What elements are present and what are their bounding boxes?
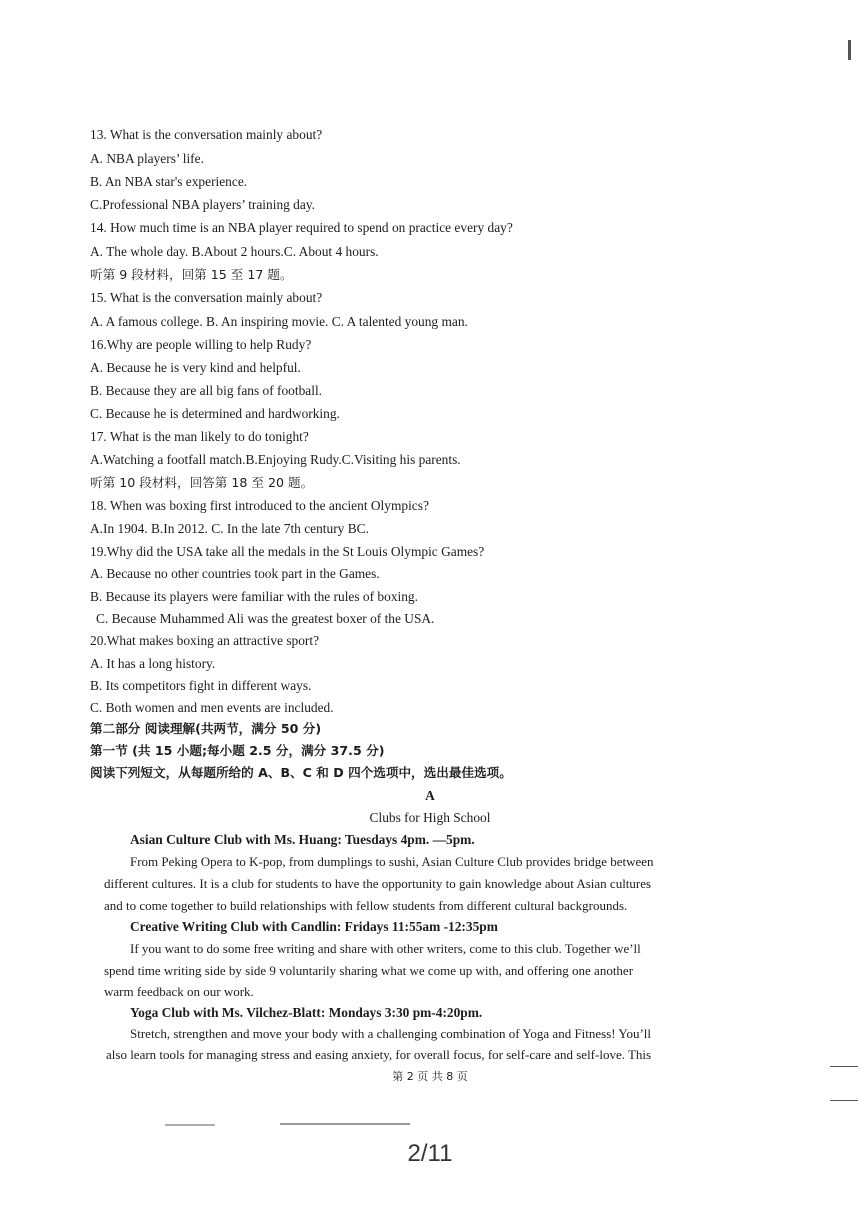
option-line: A.In 1904. B.In 2012. C. In the late 7th century BC. (90, 521, 369, 536)
option-line: A. Because no other countries took part in the Games. (90, 566, 380, 581)
option-line: A. A famous college. B. An inspiring movie. C. A talented young man. (90, 314, 468, 329)
question-line: 16.Why are people willing to help Rudy? (90, 337, 312, 352)
option-line: A. NBA players’ life. (90, 151, 204, 166)
listening-instruction: 听第 9 段材料，回第 15 至 17 题。 (90, 267, 293, 282)
club-text: Stretch, strengthen and move your body with a challenging combination of Yoga and Fitness! You’ll (130, 1026, 652, 1041)
option-line: B. Because they are all big fans of football. (90, 383, 323, 398)
question-line: 17. What is the man likely to do tonight? (90, 429, 309, 444)
option-line: C.Professional NBA players’ training day. (90, 197, 315, 212)
scan-mark (830, 1100, 858, 1101)
club-text: different cultures. It is a club for students to have the opportunity to gain knowledge about Asian cultures (104, 876, 652, 891)
section-title: 第一节 (共 15 小题;每小题 2.5 分，满分 37.5 分) (90, 743, 385, 758)
club-text: If you want to do some free writing and share with other writers, come to this club. Together we’ll (130, 941, 641, 956)
scan-mark (830, 1066, 858, 1067)
scan-mark (848, 40, 851, 60)
club-text: From Peking Opera to K-pop, from dumplings to sushi, Asian Culture Club provides bridge between (130, 854, 654, 869)
club-heading: Creative Writing Club with Candlin: Fridays 11:55am -12:35pm (130, 919, 498, 934)
part-title: 第二部分 阅读理解(共两节，满分 50 分) (90, 721, 322, 736)
question-line: 19.Why did the USA take all the medals in the St Louis Olympic Games? (90, 544, 485, 559)
club-text: spend time writing side by side 9 voluntarily sharing what we come up with, and offering one another (104, 963, 634, 978)
club-text: and to come together to build relationships with fellow students from different cultural backgrounds. (104, 898, 628, 913)
option-line: A. Because he is very kind and helpful. (90, 360, 301, 375)
question-line: 14. How much time is an NBA player required to spend on practice every day? (90, 220, 513, 235)
reading-instructions: 阅读下列短文，从每题所给的 A、B、C 和 D 四个选项中，选出最佳选项。 (90, 765, 512, 780)
page-number: 第 2 页 共 8 页 (392, 1070, 468, 1083)
option-line: C. Because Muhammed Ali was the greatest boxer of the USA. (96, 611, 435, 626)
option-line: C. Because he is determined and hardworking. (90, 406, 340, 421)
scan-smudge (165, 1124, 215, 1126)
scan-smudge (280, 1123, 410, 1125)
option-line: B. Because its players were familiar with the rules of boxing. (90, 589, 418, 604)
option-line: C. Both women and men events are included. (90, 700, 334, 715)
club-text: also learn tools for managing stress and easing anxiety, for overall focus, for self-care and self-love. This (106, 1047, 652, 1062)
question-line: 13. What is the conversation mainly about? (90, 127, 323, 142)
club-heading: Yoga Club with Ms. Vilchez-Blatt: Mondays 3:30 pm-4:20pm. (130, 1005, 483, 1020)
listening-instruction: 听第 10 段材料，回答第 18 至 20 题。 (90, 475, 314, 490)
question-line: 15. What is the conversation mainly about? (90, 290, 323, 305)
question-line: 20.What makes boxing an attractive sport? (90, 633, 320, 648)
option-line: A.Watching a footfall match.B.Enjoying Rudy.C.Visiting his parents. (90, 452, 461, 467)
option-line: A. The whole day. B.About 2 hours.C. About 4 hours. (90, 244, 379, 259)
viewer-page-counter: 2/11 (407, 1140, 453, 1167)
option-line: B. Its competitors fight in different ways. (90, 678, 312, 693)
question-line: 18. When was boxing first introduced to the ancient Olympics? (90, 498, 429, 513)
club-text: warm feedback on our work. (104, 984, 254, 999)
passage-letter: A (425, 788, 435, 803)
passage-title: Clubs for High School (369, 810, 491, 825)
club-heading: Asian Culture Club with Ms. Huang: Tuesdays 4pm. —5pm. (130, 832, 475, 847)
option-line: B. An NBA star's experience. (90, 174, 248, 189)
option-line: A. It has a long history. (90, 656, 216, 671)
